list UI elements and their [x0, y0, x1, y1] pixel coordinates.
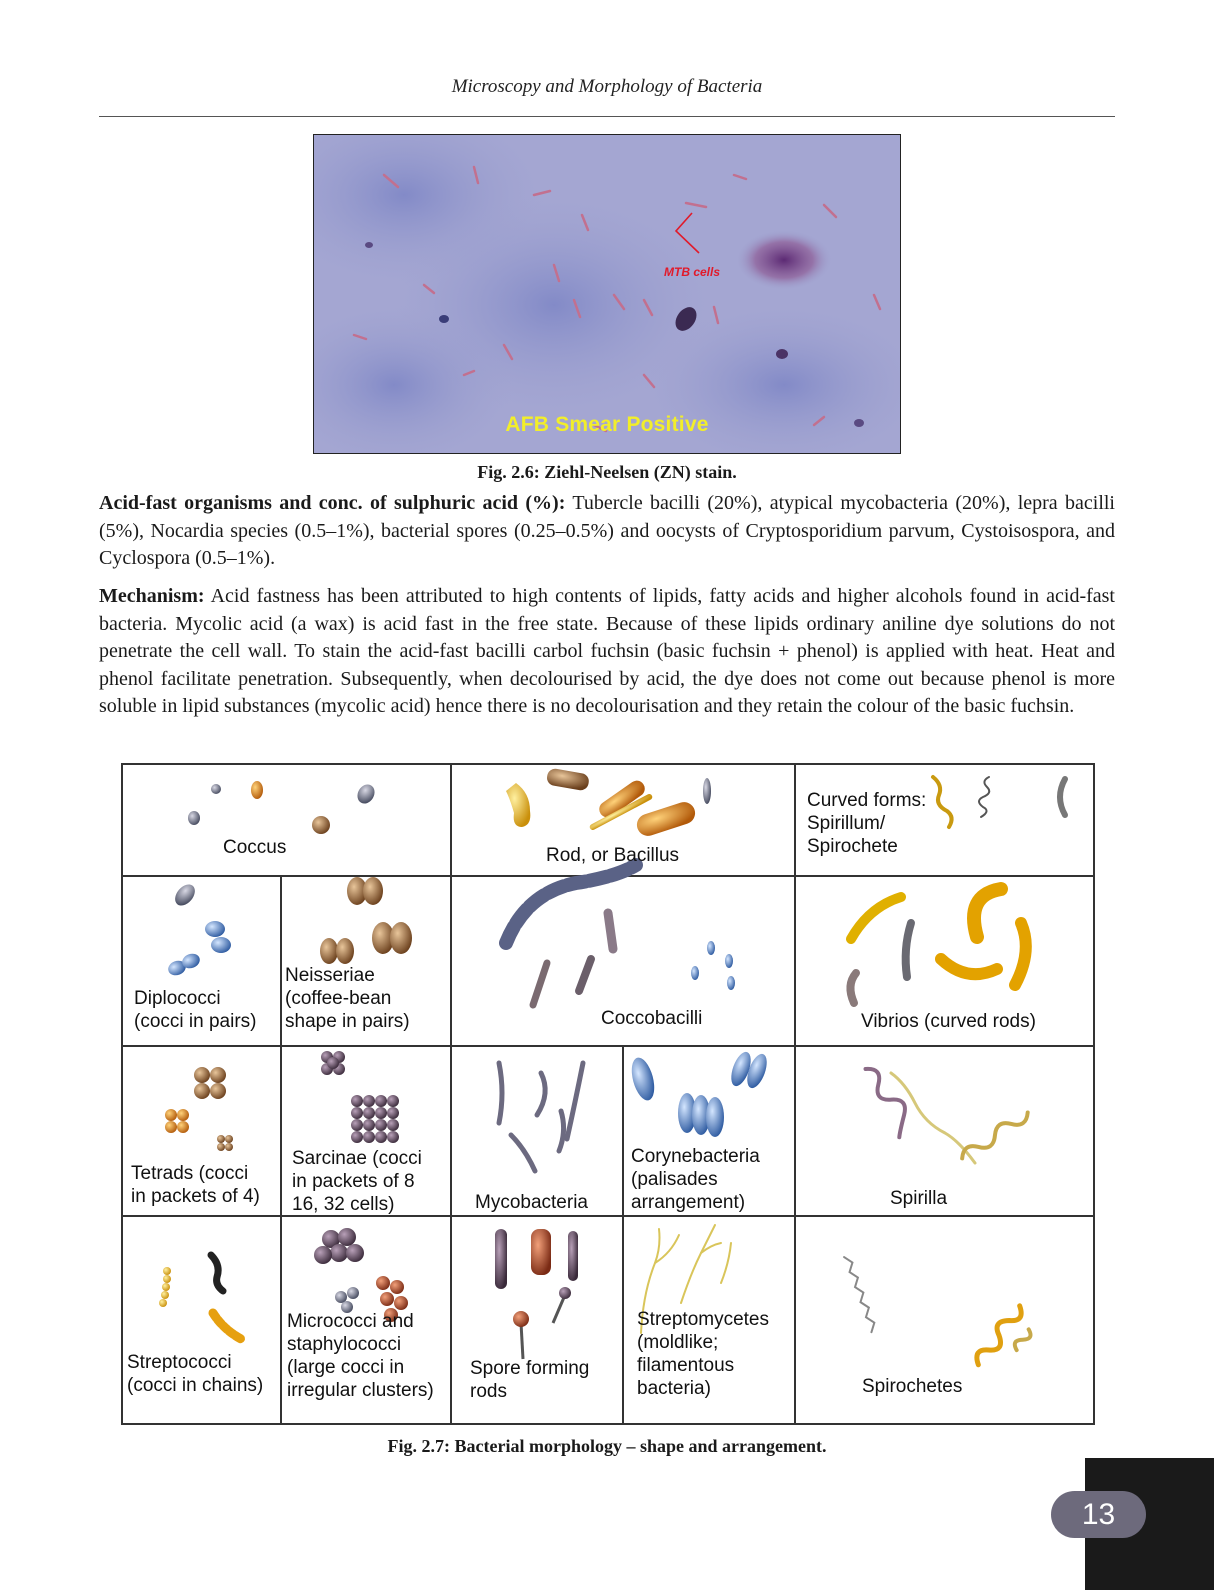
page-number: 13 — [1051, 1491, 1146, 1538]
label-tetrads-line1: Tetrads (cocci — [131, 1163, 249, 1184]
label-mycobacteria: Mycobacteria — [475, 1192, 588, 1213]
label-diplococci — [134, 987, 256, 1033]
label-vibrios: Vibrios (curved rods) — [861, 1011, 1036, 1032]
label-spore-rods-line1: Spore forming — [470, 1358, 590, 1379]
label-sarcinae-line1: Sarcinae (cocci — [292, 1148, 422, 1169]
figure-2-7-caption: Fig. 2.7: Bacterial morphology – shape and arrangement. — [387, 1436, 827, 1456]
figure-2-6-caption: Fig. 2.6: Ziehl-Neelsen (ZN) stain. — [477, 462, 737, 482]
label-spirochetes: Spirochetes — [862, 1376, 963, 1397]
label-rod-bacillus: Rod, or Bacillus — [546, 845, 680, 866]
label-spore-forming-rods — [470, 1357, 589, 1403]
label-corynebacteria-line2: (palisades — [631, 1169, 718, 1190]
label-streptomycetes-line3: filamentous — [637, 1355, 735, 1376]
label-micrococci — [287, 1310, 434, 1402]
vibrios-illustration — [850, 889, 1025, 1003]
acid-fast-paragraph — [99, 490, 1115, 573]
label-tetrads — [131, 1162, 260, 1208]
label-coccus: Coccus — [223, 837, 287, 858]
label-neisseriae-line1: Neisseriae — [285, 965, 375, 986]
label-curved-forms — [807, 789, 926, 858]
acid-fast-heading: Acid-fast organisms and conc. of sulphuric acid (%): — [99, 492, 566, 514]
label-micrococci-line2: staphylococci — [287, 1334, 402, 1355]
micrococci-illustration — [314, 1228, 408, 1322]
label-streptococci-line2: (cocci in chains) — [127, 1375, 264, 1396]
streptococci-illustration — [159, 1255, 241, 1339]
rod-illustration — [506, 767, 711, 838]
tetrads-illustration — [165, 1067, 233, 1151]
neisseriae-illustration — [320, 877, 412, 964]
label-corynebacteria-line1: Corynebacteria — [631, 1146, 760, 1167]
label-corynebacteria-line3: arrangement) — [631, 1192, 746, 1213]
label-neisseriae-line3: shape in pairs) — [285, 1011, 410, 1032]
afb-smear-label: AFB Smear Positive — [505, 413, 709, 436]
label-curved-line1: Curved forms: — [807, 790, 927, 811]
label-spore-rods-line2: rods — [470, 1381, 507, 1402]
label-sarcinae — [292, 1147, 422, 1216]
header-rule — [99, 116, 1115, 117]
sarcinae-illustration — [321, 1051, 399, 1143]
label-diplococci-line2: (cocci in pairs) — [134, 1011, 257, 1032]
spirochetes-illustration — [844, 1255, 1033, 1369]
diplococci-illustration — [166, 881, 231, 978]
corynebacteria-illustration — [628, 1049, 771, 1137]
label-curved-line3: Spirochete — [807, 836, 898, 857]
label-coccobacilli: Coccobacilli — [601, 1008, 703, 1029]
label-sarcinae-line2: in packets of 8 — [292, 1171, 415, 1192]
label-streptomycetes-line1: Streptomycetes — [637, 1309, 769, 1330]
label-streptomycetes-line2: (moldlike; — [637, 1332, 719, 1353]
label-streptomycetes — [637, 1308, 769, 1400]
label-micrococci-line4: irregular clusters) — [287, 1380, 434, 1401]
label-neisseriae-line2: (coffee-bean — [285, 988, 392, 1009]
label-tetrads-line2: in packets of 4) — [131, 1186, 260, 1207]
running-title: Microscopy and Morphology of Bacteria — [451, 76, 763, 97]
label-streptococci — [127, 1351, 263, 1397]
label-micrococci-line3: (large cocci in — [287, 1357, 405, 1378]
mycobacteria-illustration — [499, 1063, 583, 1171]
spirilla-illustration — [852, 1064, 1031, 1163]
mechanism-text: Acid fastness has been attributed to high contents of lipids, fatty acids and higher alcohols found in acid-fast bacteria. Mycolic acid (a wax) is acid fast in the free state. Because of these lipids ordinary aniline dye solutions do not penetrate the cell wall. To stain the acid-fast bacilli carbol fuchsin (basic fuchsin + phenol) is applied with heat. Heat and phenol facilitate penetration. Subsequently, when decolourised by acid, the dye does not come out because phenol is more soluble in lipid substances (mycolic acid) hence there is no decolourisation and they retain the colour of the basic fuchsin. — [99, 585, 1115, 717]
label-micrococci-line1: Micrococci and — [287, 1311, 414, 1332]
label-spirilla: Spirilla — [890, 1188, 948, 1209]
mechanism-paragraph — [99, 583, 1115, 721]
label-diplococci-line1: Diplococci — [134, 988, 221, 1009]
mechanism-heading: Mechanism: — [99, 585, 205, 607]
bacterial-morphology-figure — [121, 763, 1095, 1425]
zn-stain-micrograph — [313, 134, 901, 454]
label-streptococci-line1: Streptococci — [127, 1352, 232, 1373]
label-corynebacteria — [631, 1145, 760, 1214]
label-streptomycetes-line4: bacteria) — [637, 1378, 711, 1399]
coccobacilli-illustration — [506, 865, 735, 1005]
mtb-cells-label: MTB cells — [664, 265, 721, 279]
label-neisseriae — [285, 964, 410, 1033]
coccus-illustration — [188, 781, 378, 834]
spore-rods-illustration — [495, 1229, 578, 1359]
label-sarcinae-line3: 16, 32 cells) — [292, 1194, 395, 1215]
label-curved-line2: Spirillum/ — [807, 813, 886, 834]
acid-fast-text: Tubercle bacilli (20%), atypical mycobacteria (20%), lepra bacilli (5%), Nocardia species (0.5–1%), bacterial spores (0.25–0.5%) and oocysts of Cryptosporidium parvum, Cystoisospora, and Cyclospora (0.5–1%). — [99, 492, 1115, 569]
curved-forms-illustration — [933, 777, 1065, 827]
